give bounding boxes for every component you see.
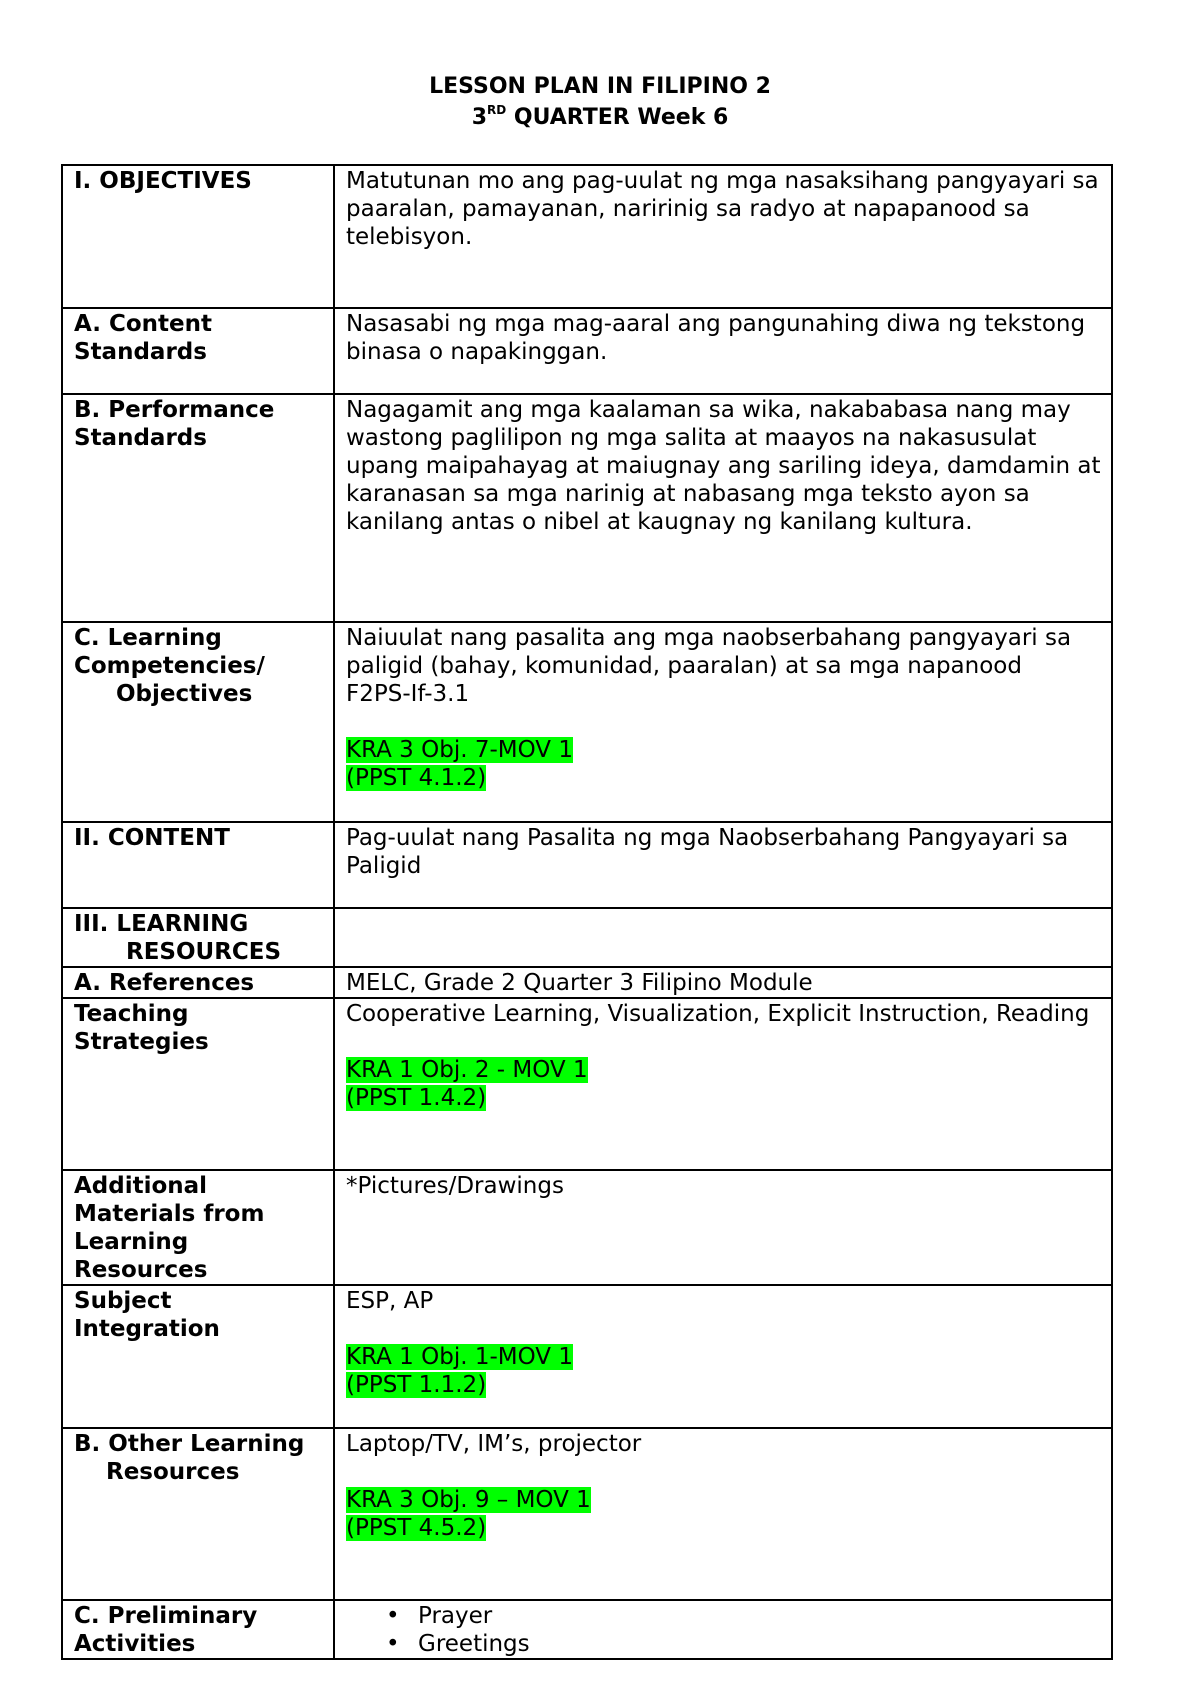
label-text: B. Other Learning [74,1431,305,1457]
row-label [62,165,334,308]
row-label [62,998,334,1170]
label-text: A. Content [74,311,212,337]
kra-highlight: KRA 3 Obj. 9 – MOV 1 [346,1487,591,1513]
list-item: • Prayer [386,1602,1101,1630]
row-label [62,1428,334,1600]
content-text: Matutunan mo ang pag-uulat ng mga nasaksihang pangyayari sa paaralan, pamayanan, naririnig sa radyo at napapanood sa telebisyon. [346,168,1099,250]
label-text: Standards [74,425,207,451]
label-text: C. Learning [74,625,222,651]
table-row-subject-integration [62,1285,1112,1428]
row-content [334,1285,1112,1428]
row-label [62,822,334,908]
label-text: Competencies/ [74,653,265,679]
content-text: Nasasabi ng mga mag-aaral ang pangunahing diwa ng tekstong binasa o napakinggan. [346,311,1086,365]
ppst-highlight: (PPST 4.1.2) [346,765,487,791]
table-row-objectives [62,165,1112,308]
row-content [334,967,1112,998]
table-row-teaching-strategies [62,998,1112,1170]
row-content [334,1170,1112,1285]
table-row-references [62,967,1112,998]
table-row-content-standards [62,308,1112,394]
row-content [334,622,1112,822]
quarter-superscript: RD [487,103,507,117]
label-text: Learning [74,1229,189,1255]
table-row-other-resources [62,1428,1112,1600]
row-content [334,822,1112,908]
table-row-content [62,822,1112,908]
label-text: Additional [74,1173,208,1199]
label-text: I. OBJECTIVES [74,168,252,194]
ppst-highlight: (PPST 1.4.2) [346,1085,487,1111]
content-text: Laptop/TV, IM’s, projector [346,1431,642,1457]
label-text: Integration [74,1316,220,1342]
label-text: A. References [74,970,255,996]
row-label [62,1285,334,1428]
row-label [62,908,334,967]
table-row-preliminary [62,1600,1112,1659]
table-row-learning-competencies [62,622,1112,822]
label-text: Standards [74,339,207,365]
kra-highlight: KRA 1 Obj. 2 - MOV 1 [346,1057,588,1083]
ppst-highlight: (PPST 1.1.2) [346,1372,487,1398]
label-text: II. CONTENT [74,825,230,851]
list-item: • Greetings [386,1630,1101,1658]
content-text: *Pictures/Drawings [346,1173,564,1199]
row-label [62,1600,334,1659]
label-text: C. Preliminary [74,1603,258,1629]
label-text: Activities [74,1631,196,1657]
content-text: MELC, Grade 2 Quarter 3 Filipino Module [346,970,813,996]
label-text: Resources [106,1459,240,1485]
row-content [334,165,1112,308]
quarter-heading [0,103,1200,133]
document-title: LESSON PLAN IN FILIPINO 2 [429,74,771,99]
row-content [334,394,1112,622]
row-label [62,1170,334,1285]
activities-list [346,1602,1101,1658]
label-text: Materials from [74,1201,265,1227]
label-text: Resources [74,1257,208,1283]
row-label [62,308,334,394]
label-text: Subject [74,1288,172,1314]
kra-highlight: KRA 1 Obj. 1-MOV 1 [346,1344,573,1370]
row-content [334,1600,1112,1659]
row-label [62,622,334,822]
table-row-performance-standards [62,394,1112,622]
quarter-week: QUARTER Week 6 [506,105,729,130]
quarter-number: 3 [471,105,487,130]
label-text: Objectives [116,681,253,707]
label-text: Teaching [74,1001,189,1027]
content-text: Cooperative Learning, Visualization, Explicit Instruction, Reading [346,1001,1090,1027]
row-content [334,998,1112,1170]
content-text: ESP, AP [346,1288,434,1314]
kra-highlight: KRA 3 Obj. 7-MOV 1 [346,737,573,763]
content-text: Nagagamit ang mga kaalaman sa wika, nakababasa nang may wastong paglilipon ng mga salita at maayos na nakasusulat upang maipahayag at maiugnay ang sariling ideya, damdamin at karanasan sa mga narinig at nabasang mga teksto ayon sa kanilang antas o nibel at kaugnay ng kanilang kultura. [346,397,1101,535]
row-label [62,967,334,998]
competency-code: F2PS-If-3.1 [346,681,470,707]
content-text: Pag-uulat nang Pasalita ng mga Naobserbahang Pangyayari sa Paligid [346,825,1069,879]
label-text: III. LEARNING [74,911,249,937]
ppst-highlight: (PPST 4.5.2) [346,1515,487,1541]
lesson-plan-table [61,164,1113,1660]
label-text: B. Performance [74,397,275,423]
row-content [334,908,1112,967]
table-row-learning-resources [62,908,1112,967]
table-row-additional-materials [62,1170,1112,1285]
row-label [62,394,334,622]
label-text: Strategies [74,1029,209,1055]
label-text: RESOURCES [126,939,282,965]
row-content [334,308,1112,394]
content-text: Naiuulat nang pasalita ang mga naobserbahang pangyayari sa paligid (bahay, komunidad, paaralan) at sa mga napanood [346,625,1072,679]
row-content [334,1428,1112,1600]
